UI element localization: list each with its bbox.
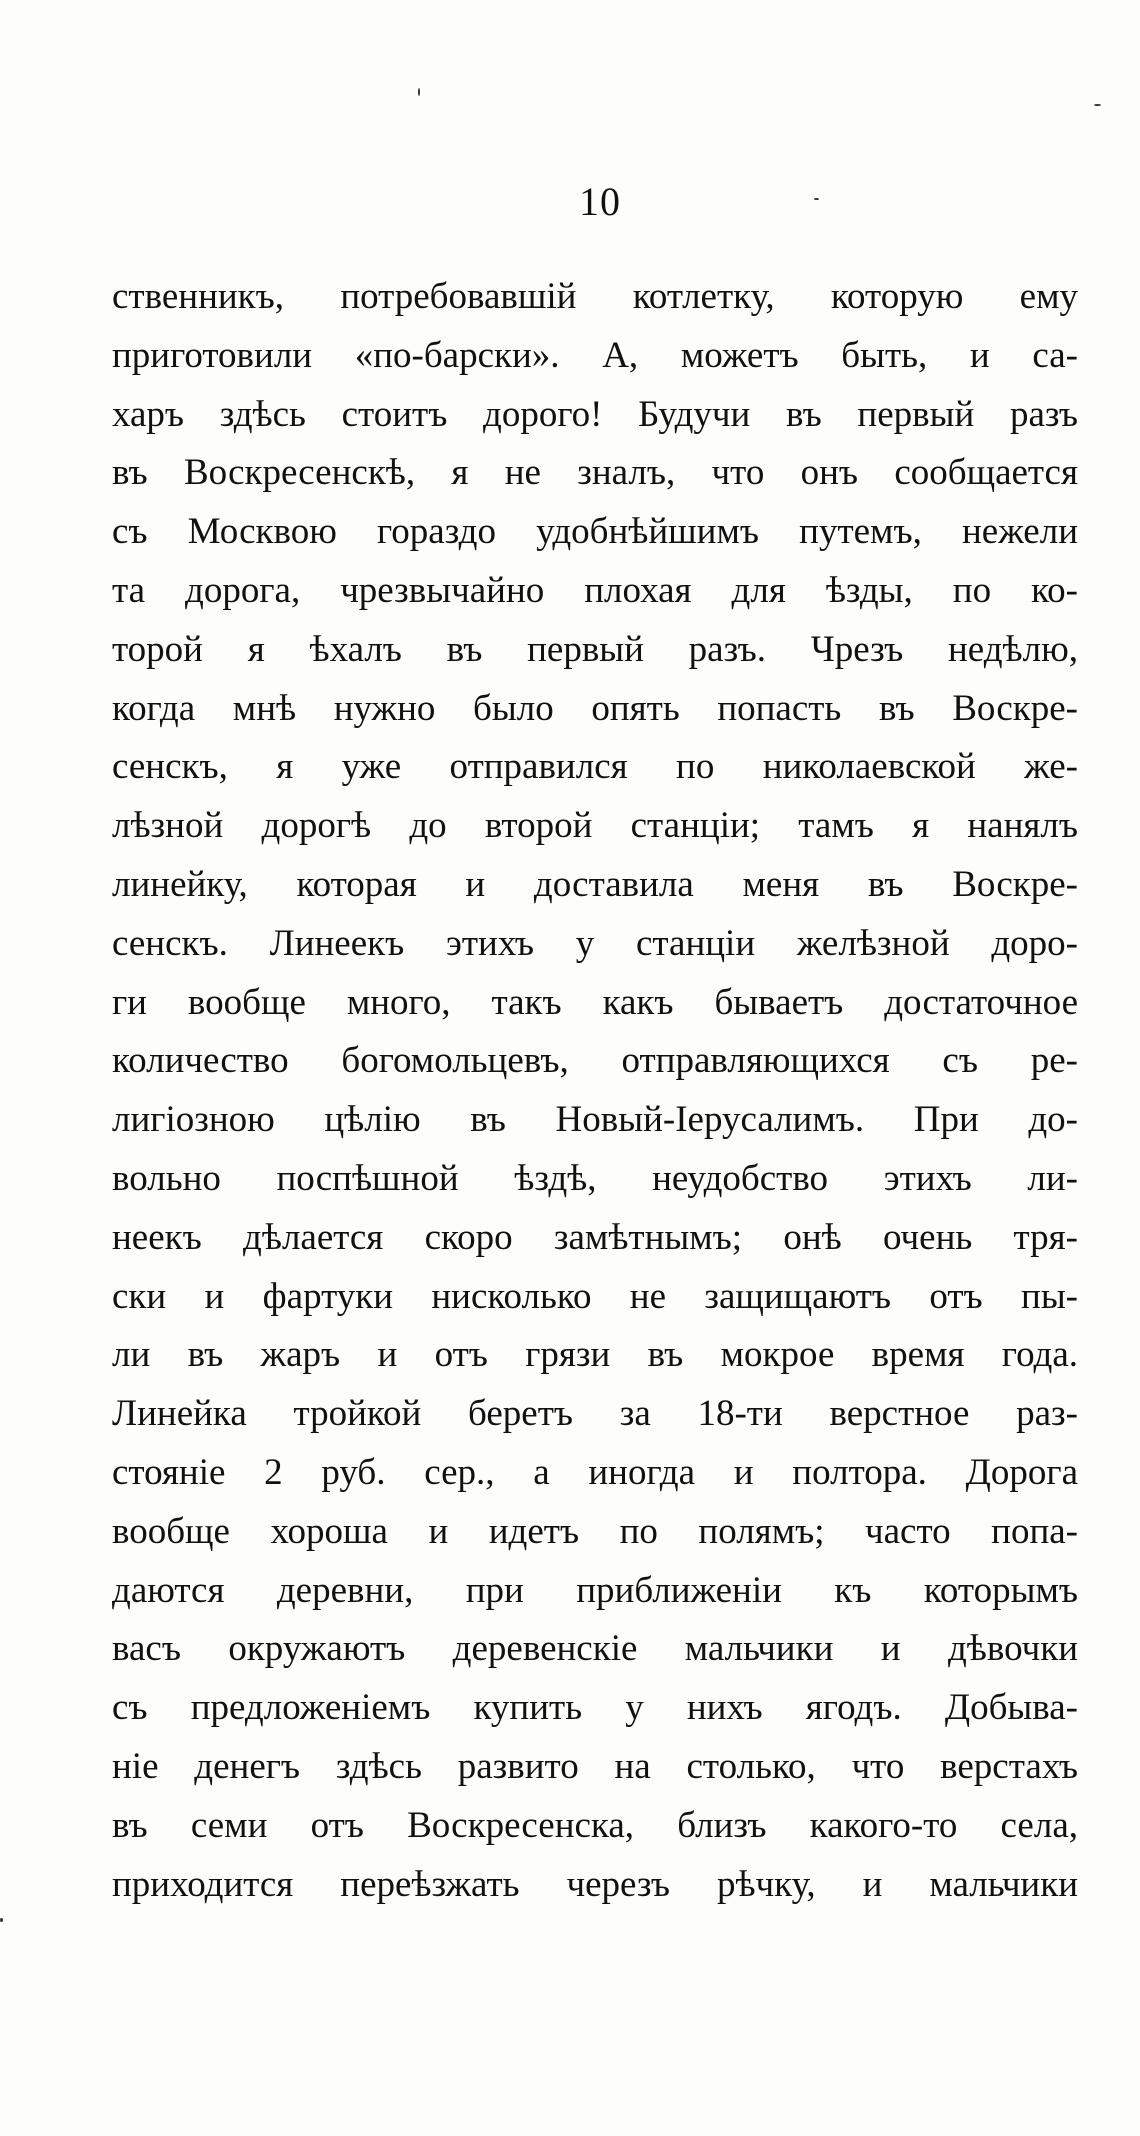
text-line: сенскъ. Линеекъ этихъ у станціи желѣзной доро-	[112, 922, 1078, 964]
text-line: приготовили «по-барски». А, можетъ быть, и са-	[112, 334, 1078, 376]
text-line: линейку, которая и доставила меня въ Воскре-	[112, 863, 1078, 905]
text-line: Линейка тройкой беретъ за 18-ти верстное раз-	[112, 1393, 1078, 1435]
print-speck	[418, 88, 420, 96]
text-line: та дорога, чрезвычайно плохая для ѣзды, по ко-	[112, 569, 1078, 611]
text-line: ніе денегъ здѣсь развито на столько, что верстахъ	[112, 1745, 1078, 1787]
text-line: ственникъ, потребовавшій котлетку, которую ему	[112, 276, 1078, 317]
text-line: въ Воскресенскѣ, я не зналъ, что онъ сообщается	[112, 452, 1078, 494]
text-line: приходится переѣзжать черезъ рѣчку, и мальчики	[112, 1863, 1078, 1905]
print-speck	[1094, 104, 1101, 106]
text-line: стояніе 2 руб. сер., а иногда и полтора. Дорога	[112, 1451, 1078, 1493]
text-line: съ предложеніемъ купить у нихъ ягодъ. Добыва-	[112, 1687, 1078, 1729]
text-line: лигіозною цѣлію въ Новый-Іерусалимъ. При до-	[112, 1099, 1078, 1141]
text-line: харъ здѣсь стоитъ дорого! Будучи въ первый разъ	[112, 393, 1078, 435]
text-line: торой я ѣхалъ въ первый разъ. Чрезъ недѣлю,	[112, 628, 1078, 670]
text-line: вообще хороша и идетъ по полямъ; часто попа-	[112, 1510, 1078, 1552]
text-line: вольно поспѣшной ѣздѣ, неудобство этихъ ли-	[112, 1157, 1078, 1199]
text-line: ли въ жаръ и отъ грязи въ мокрое время года.	[112, 1334, 1078, 1376]
text-line: количество богомольцевъ, отправляющихся съ ре-	[112, 1040, 1078, 1082]
text-line: когда мнѣ нужно было опять попасть въ Воскре-	[112, 687, 1078, 729]
text-line: съ Москвою гораздо удобнѣйшимъ путемъ, нежели	[112, 511, 1078, 553]
text-line: васъ окружаютъ деревенскіе мальчики и дѣвочки	[112, 1628, 1078, 1670]
text-line: неекъ дѣлается скоро замѣтнымъ; онѣ очень тря-	[112, 1216, 1078, 1258]
text-line: въ семи отъ Воскресенска, близъ какого-то села,	[112, 1804, 1078, 1846]
text-line: лѣзной дорогѣ до второй станціи; тамъ я нанялъ	[112, 805, 1078, 847]
text-line: ски и фартуки нисколько не защищаютъ отъ пы-	[112, 1275, 1078, 1317]
text-line: даются деревни, при приближеніи къ которымъ	[112, 1569, 1078, 1611]
body-text	[112, 268, 1078, 1914]
print-speck	[814, 198, 819, 200]
text-line: сенскъ, я уже отправился по николаевской же-	[112, 746, 1078, 788]
print-speck	[0, 1918, 3, 1922]
text-line: ги вообще много, такъ какъ бываетъ достаточное	[112, 981, 1078, 1023]
page-number: 10	[579, 179, 621, 224]
